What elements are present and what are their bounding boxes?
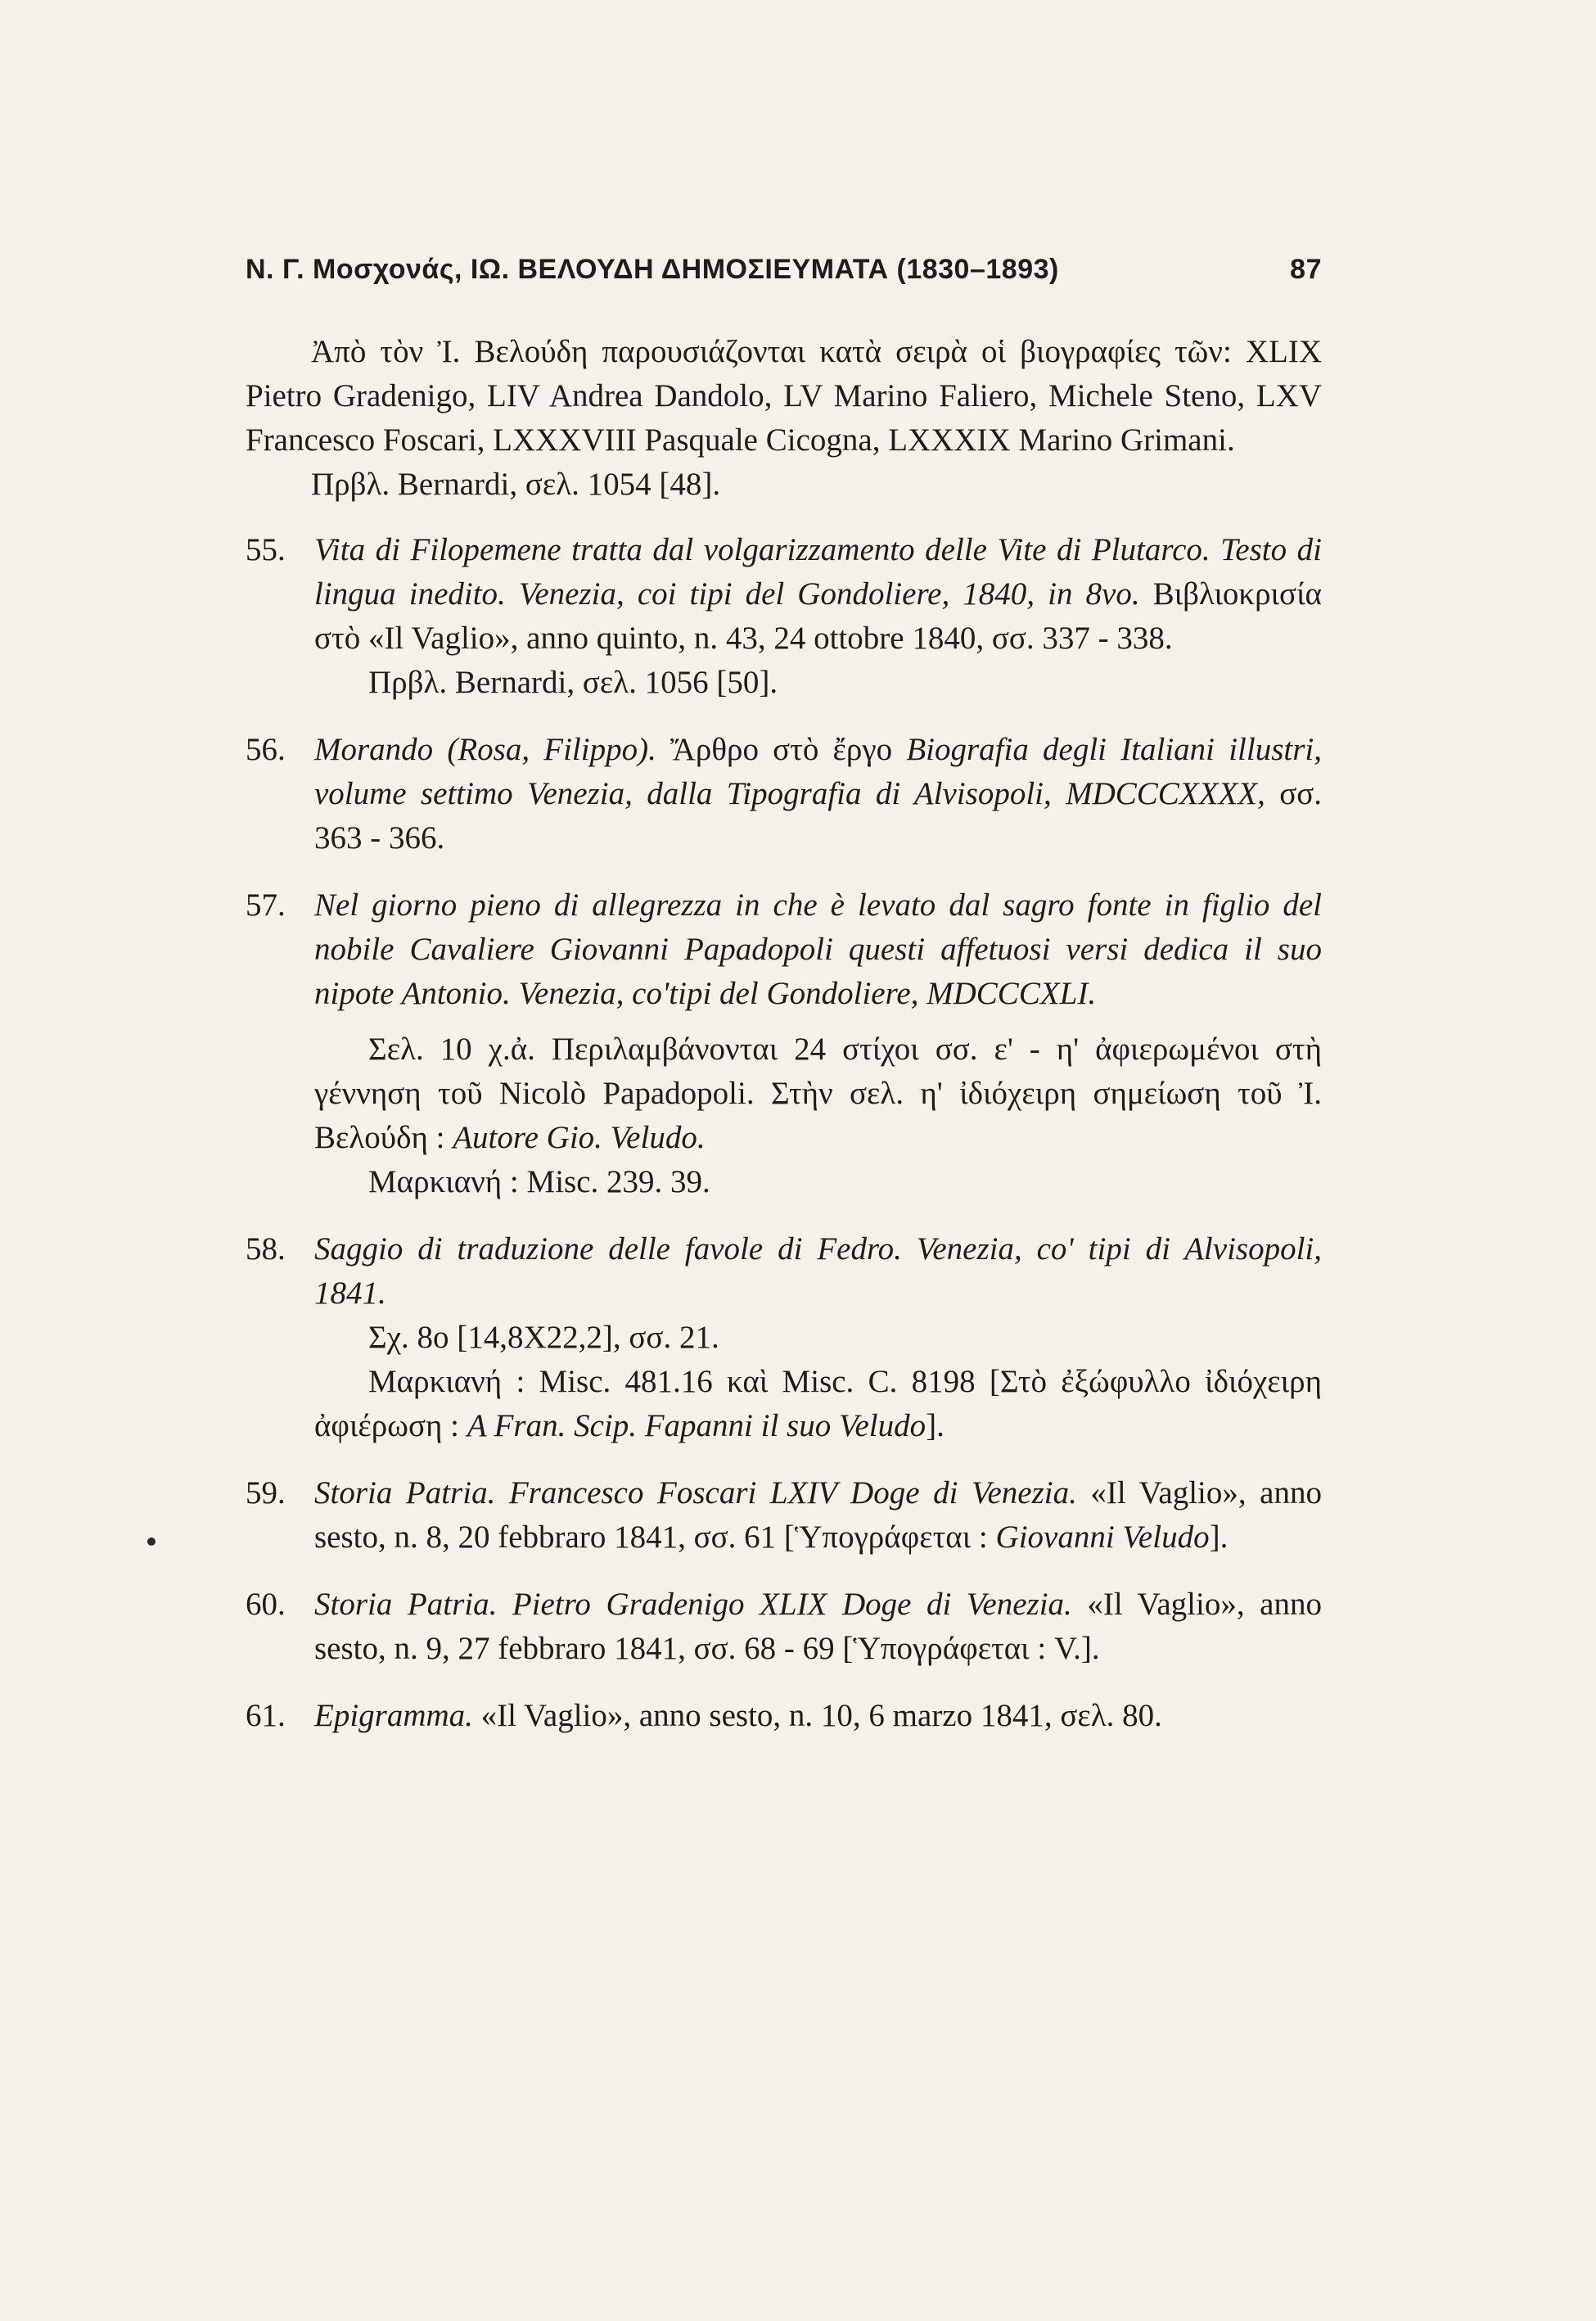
entry-number: 55.	[246, 532, 286, 567]
margin-dot	[147, 1538, 156, 1546]
entry-content	[314, 528, 1322, 705]
entry-number: 57.	[246, 887, 286, 923]
header-title: Ν. Γ. Μοσχονάς, ΙΩ. ΒΕΛΟΥΔΗ ΔΗΜΟΣΙΕΥΜΑΤΑ (1830–1893)	[246, 254, 1059, 285]
entry-title: Nel giorno pieno di allegrezza in che è levato dal sagro fonte in figlio del nobile Cavaliere Giovanni Papadopoli questi affetuosi versi dedica il suo nipote Antonio. Venezia, co'tipi del Gondoliere, MDCCCXLI.	[314, 887, 1322, 1011]
entry-description: Βιβλιοκρισία στὸ «Il Vaglio», anno quinto, n. 43, 24 ottobre 1840, σσ. 337 - 338.	[314, 576, 1322, 656]
entry-library: Μαρκιανή : Misc. 239. 39.	[368, 1164, 710, 1199]
entry-number: 61.	[246, 1698, 286, 1733]
intro-paragraph: Ἀπὸ τὸν Ἰ. Βελούδη παρουσιάζονται κατὰ σειρὰ οἱ βιογραφίες τῶν: XLIX Pietro Gradenigo, LIV Andrea Dandolo, LV Marino Faliero, Michele Steno, LXV Francesco Foscari, LXXXVIII Pasquale Cicogna, LXXXIX Marino Grimani.	[246, 334, 1322, 458]
entry-dedication: A Fran. Scip. Fapanni il suo Veludo	[467, 1408, 926, 1443]
entry-content	[314, 1583, 1322, 1671]
entry-citation	[314, 883, 1322, 1016]
entry-reference: Πρβλ. Bernardi, σελ. 1056 [50].	[368, 665, 778, 700]
entry-title: Saggio di traduzione delle favole di Fedro. Venezia, co' tipi di Alvisopoli, 1841.	[314, 1231, 1322, 1311]
entry-58	[246, 1227, 1322, 1448]
entry-format: Σχ. 8ο [14,8X22,2], σσ. 21.	[368, 1320, 719, 1355]
entry-content	[314, 883, 1322, 1204]
entry-content	[314, 1694, 1322, 1738]
entry-57	[246, 883, 1322, 1204]
entry-citation	[314, 728, 1322, 860]
entry-number: 56.	[246, 732, 286, 767]
entry-title: Morando (Rosa, Filippo).	[314, 732, 656, 767]
entry-description: «Il Vaglio», anno sesto, n. 9, 27 febbraro 1841, σσ. 68 - 69 [Ὑπογράφεται : V.].	[314, 1587, 1322, 1666]
entry-title: Storia Patria. Francesco Foscari LXIV Doge di Venezia.	[314, 1475, 1077, 1510]
page	[246, 254, 1322, 1738]
entry-work-title: Biografia degli Italiani illustri, volume settimo Venezia, dalla Tipografia di Alvisopoli, MDCCCXXXX,	[314, 732, 1322, 811]
entry-title: Epigramma.	[314, 1698, 473, 1733]
entry-description: Ἄρθρο στὸ ἔργο	[656, 732, 907, 767]
entry-citation	[314, 1471, 1322, 1560]
entry-note-text: Σελ. 10 χ.ἀ. Περιλαμβάνονται 24 στίχοι σσ. ε' - η' ἀφιερωμένοι στὴ γέννηση τοῦ Nicolò Papadopoli. Στὴν σελ. η' ἰδιόχειρη σημείωση τοῦ Ἰ. Βελούδη :	[314, 1032, 1322, 1155]
entry-61	[246, 1694, 1322, 1738]
entry-library-text: Μαρκιανή : Misc. 481.16 καὶ Misc. C. 8198 [Στὸ ἐξώφυλλο ἰδιόχειρη ἀφιέρωση :	[314, 1364, 1322, 1443]
entry-60	[246, 1583, 1322, 1671]
entry-note	[314, 1027, 1322, 1160]
entry-number: 58.	[246, 1231, 286, 1267]
entry-content	[314, 1227, 1322, 1448]
entry-59	[246, 1471, 1322, 1560]
entry-content	[314, 728, 1322, 860]
entry-description: «Il Vaglio», anno sesto, n. 8, 20 febbraro 1841, σσ. 61 [Ὑπογράφεται :	[314, 1475, 1322, 1555]
entry-content	[314, 1471, 1322, 1560]
entry-library-close: ].	[926, 1408, 945, 1443]
entry-description-close: ].	[1209, 1519, 1229, 1555]
entry-citation	[314, 1583, 1322, 1671]
entry-number: 59.	[246, 1475, 286, 1510]
entry-note-italic: Autore Gio. Veludo.	[453, 1120, 706, 1155]
entry-55	[246, 528, 1322, 705]
entry-description: «Il Vaglio», anno sesto, n. 10, 6 marzo 1841, σελ. 80.	[472, 1698, 1162, 1733]
entry-library	[314, 1360, 1322, 1448]
entry-title: Storia Patria. Pietro Gradenigo XLIX Doge di Venezia.	[314, 1587, 1072, 1622]
entry-author: Giovanni Veludo	[995, 1519, 1210, 1555]
running-header	[246, 254, 1322, 286]
entry-citation	[314, 528, 1322, 661]
document-body	[246, 330, 1322, 1738]
entry-56	[246, 728, 1322, 860]
intro-reference: Πρβλ. Bernardi, σελ. 1054 [48].	[311, 467, 721, 502]
entry-number: 60.	[246, 1587, 286, 1622]
entry-citation	[314, 1227, 1322, 1316]
entry-title: Vita di Filopemene tratta dal volgarizzamento delle Vite di Plutarco. Testo di lingua inedito. Venezia, coi tipi del Gondoliere, 1840, in 8vo.	[314, 532, 1322, 612]
entry-citation	[314, 1694, 1322, 1738]
page-number: 87	[1290, 254, 1322, 285]
entry-pages: σσ. 363 - 366.	[314, 776, 1322, 856]
